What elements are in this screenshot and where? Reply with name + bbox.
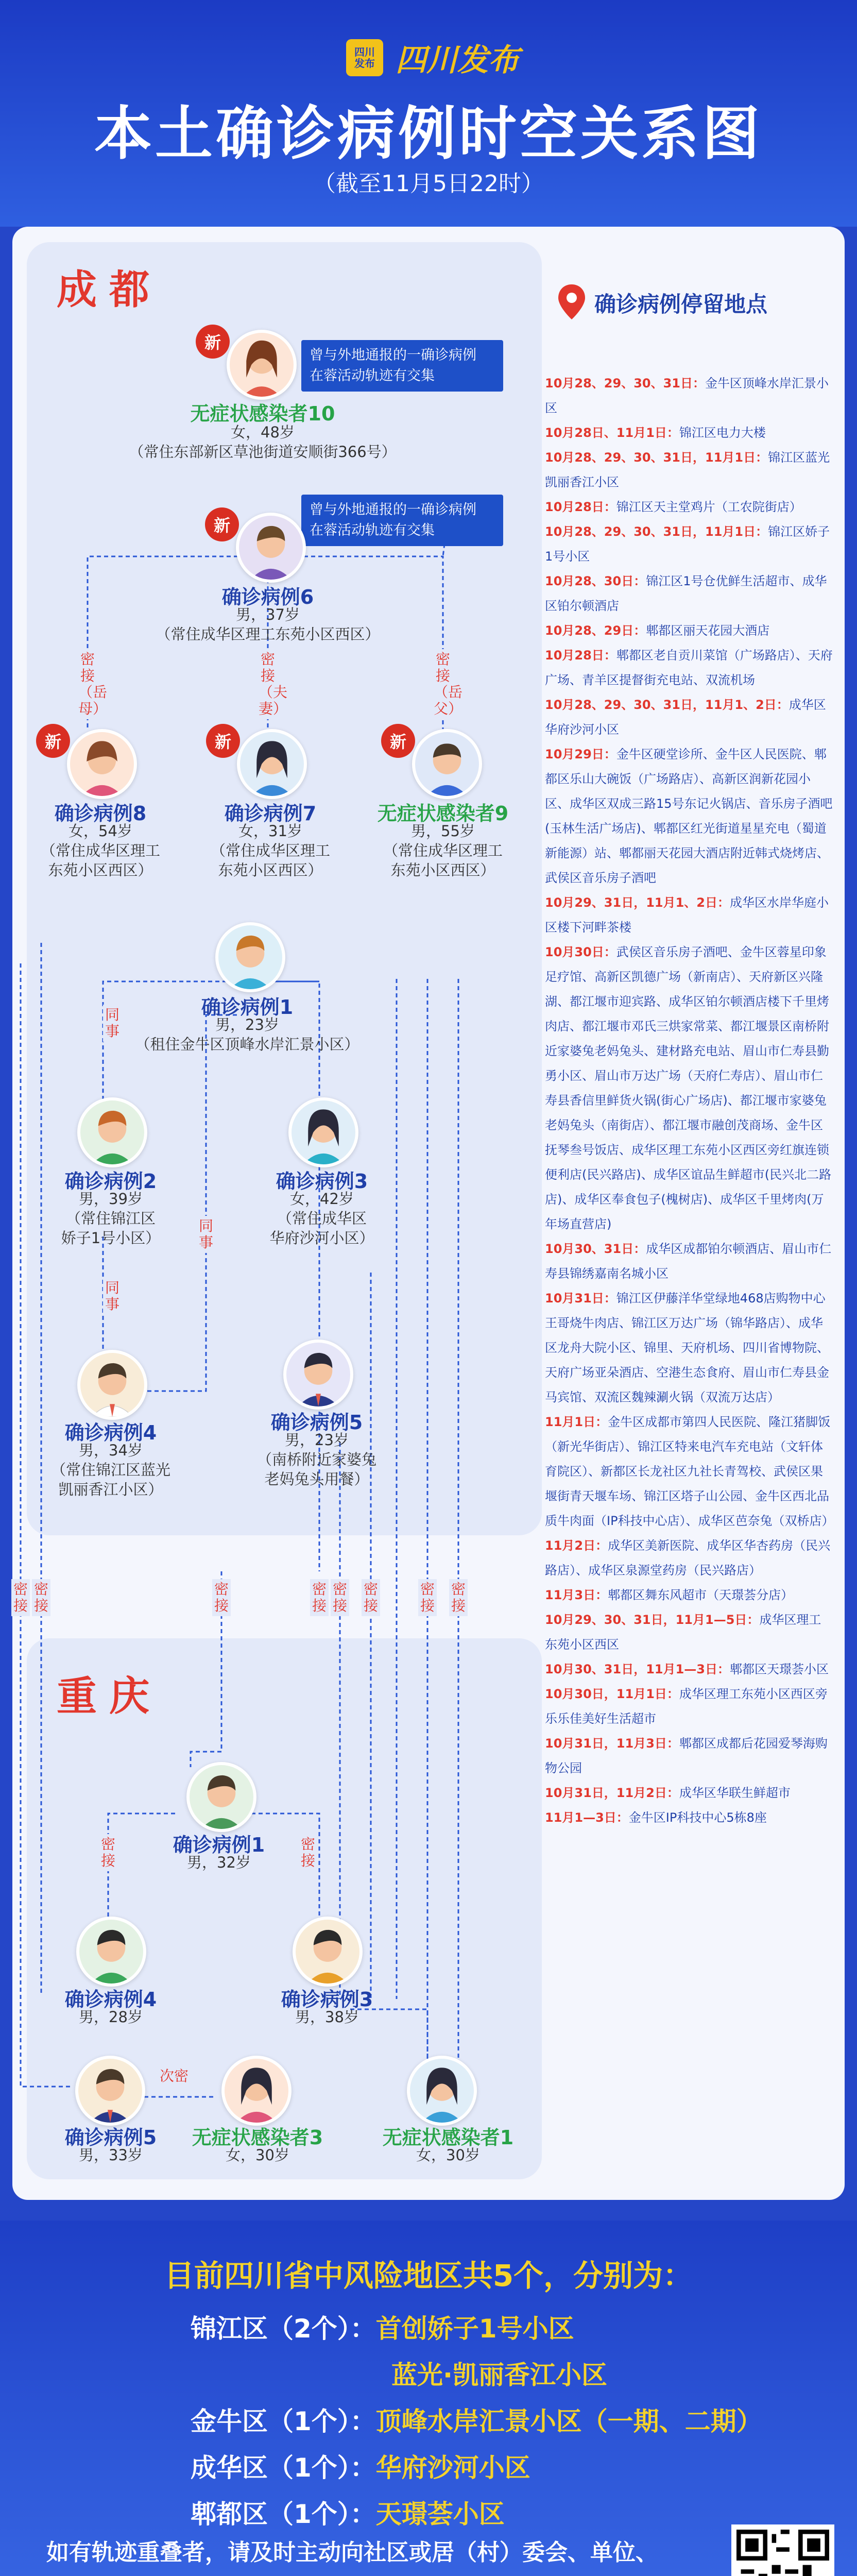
stop-item: [545, 1607, 833, 1657]
stop-place: 锦江区电力大楼: [679, 426, 766, 440]
stop-date: 10月30日：: [545, 945, 616, 959]
stop-date: 10月28日、11月1日：: [545, 426, 679, 440]
stop-date: 10月31日，11月3日：: [545, 1736, 679, 1751]
chengdu-c8-name: 确诊病例8: [54, 802, 147, 825]
stops-header: [556, 277, 834, 329]
relation-label: 同事: [103, 1278, 122, 1315]
cross-link-label: 密接: [11, 1579, 30, 1616]
stop-place: 锦江区天主堂鸡片（工农院街店）: [616, 500, 802, 514]
stop-place: 郫都区老自贡川菜馆（广场路店）、天府广场、青羊区提督街充电站、双流机场: [545, 648, 833, 687]
chengdu-c8-age: 女，54岁: [68, 822, 132, 840]
stop-place: 郫都区舞东风超市（天璟荟分店）: [608, 1588, 794, 1602]
stop-date: 10月28、29、30、31日，11月1日：: [545, 450, 768, 465]
relation-label: 密接: [99, 1834, 117, 1871]
chengdu-c5-name: 确诊病例5: [270, 1411, 363, 1434]
stop-date: 10月31日，11月2日：: [545, 1786, 679, 1800]
stop-place: 郫都区成都后花园爱琴海购物公园: [545, 1736, 828, 1775]
qr-code-icon[interactable]: [731, 2524, 834, 2576]
chengdu-c3-address: （常住成华区 华府沙河小区）: [269, 1210, 374, 1247]
cross-link-label: 密接: [212, 1579, 231, 1616]
chengdu-c4-age: 男，34岁: [79, 1442, 143, 1459]
relation-label: 密接（岳父）: [434, 649, 452, 719]
stop-item: [545, 742, 833, 890]
stop-item: [545, 940, 833, 1236]
chongqing-title: 重庆: [57, 1673, 162, 1720]
chengdu-c2-name: 确诊病例2: [64, 1170, 157, 1193]
chongqing-c1-age: 男，32岁: [187, 1854, 251, 1871]
chengdu-c4-name: 确诊病例4: [64, 1421, 157, 1444]
stop-place: 锦江区蓝光凯丽香江小区: [545, 450, 830, 489]
stop-date: 10月28日：: [545, 648, 616, 663]
stop-place: 锦江区娇子1号小区: [545, 524, 830, 564]
risk-district: 锦江区（2个）：: [191, 2314, 376, 2344]
chengdu-asym9-age: 男，55岁: [411, 822, 475, 840]
stop-date: 10月29、31日，11月1、2日：: [545, 895, 730, 910]
stop-place: 成华区华府沙河小区: [545, 698, 826, 737]
note-contact-asym10: 曾与外地通报的一确诊病例 在蓉活动轨迹有交集: [301, 340, 503, 392]
chongqing-c3-name: 确诊病例3: [281, 1988, 373, 2011]
stop-item: [545, 519, 833, 569]
stop-item: [545, 1731, 833, 1781]
stop-item: [545, 1682, 833, 1731]
stop-item: [545, 890, 833, 940]
stop-item: [545, 1236, 833, 1286]
stop-date: 10月28、29日：: [545, 623, 646, 638]
report-tip: 如有轨迹重叠者，请及时主动向社区或居（村）委会、单位、: [46, 2539, 658, 2566]
chongqing-c1-name: 确诊病例1: [173, 1834, 265, 1856]
chengdu-c1-name: 确诊病例1: [201, 996, 294, 1019]
stop-date: 10月28、29、30、31日：: [545, 376, 705, 391]
chengdu-c8-address: （常住成华区理工 东苑小区西区）: [40, 842, 160, 879]
stop-item: [545, 445, 833, 495]
stop-date: 10月28、29、30、31日，11月1日：: [545, 524, 768, 539]
stop-item: [545, 495, 833, 519]
new-badge: 新: [381, 724, 415, 758]
stop-place: 成华区成都铂尔顿酒店、眉山市仁寿县锦绣嘉南名城小区: [545, 1242, 832, 1281]
stop-date: 10月28、30日：: [545, 574, 646, 588]
new-badge: 新: [36, 724, 70, 758]
page-subtitle: （截至11月5日22时）: [313, 171, 544, 197]
chengdu-c3-age: 女，42岁: [290, 1190, 354, 1208]
avatar-male: [77, 1097, 147, 1167]
chengdu-asym9-name: 无症状感染者9: [377, 802, 509, 825]
location-pin-icon: [556, 283, 587, 323]
stop-date: 11月1日：: [545, 1415, 608, 1429]
brand-name: 四川发布: [396, 42, 519, 78]
chengdu-c6-address: （常住成华区理工东苑小区西区）: [156, 625, 380, 643]
cross-link-label: 密接: [32, 1579, 50, 1616]
chongqing-c4-name: 确诊病例4: [64, 1988, 157, 2011]
chongqing-asym3-age: 女，30岁: [226, 2146, 289, 2164]
stop-place: 郫都区丽天花园大酒店: [646, 623, 770, 638]
stop-place: 锦江区1号仓优鲜生活超市、成华区铂尔顿酒店: [545, 574, 827, 613]
risk-row: [191, 2447, 809, 2484]
stop-item: [545, 371, 833, 420]
chongqing-c4-age: 男，28岁: [79, 2008, 143, 2026]
risk-area: 首创娇子1号小区: [375, 2314, 574, 2344]
stop-place: 锦江区伊藤洋华堂绿地468店购物中心王哥烧牛肉店、锦江区万达广场（锦华路店）、成华区龙舟大院小区、锦里、天府机场、四川省博物院、天府广场亚朵酒店、空港生态食府、眉山市仁寿县金马宾馆、双流区魏辣涮火锅（双流万达店）: [545, 1291, 829, 1404]
risk-row: [191, 2401, 809, 2438]
chengdu-c5-address: （南桥附近家婆兔 老妈兔头用餐）: [256, 1451, 376, 1488]
avatar-male: [283, 1340, 353, 1410]
new-badge: 新: [206, 724, 240, 758]
risk-row: [191, 2494, 809, 2531]
stop-date: 10月30、31日：: [545, 1242, 646, 1256]
risk-area: 蓝光·凯丽香江小区: [391, 2360, 607, 2390]
stop-date: 10月30日，11月1日：: [545, 1687, 679, 1701]
avatar-male: [293, 1917, 363, 1987]
relation-label: 密接（岳母）: [78, 649, 97, 719]
stop-item: [545, 1533, 833, 1583]
cross-link-label: 密接: [449, 1579, 468, 1616]
new-badge: 新: [205, 507, 239, 541]
stop-date: 11月1—3日：: [545, 1810, 629, 1825]
line-cd-cq5-a: [21, 963, 72, 2087]
stop-place: 金牛区顶峰水岸汇景小区: [545, 376, 829, 415]
chongqing-asym3-name: 无症状感染者3: [192, 2126, 323, 2149]
risk-area: 华府沙河小区: [375, 2453, 530, 2483]
page-title: 本土确诊病例时空关系图: [94, 100, 763, 167]
stop-item: [545, 1657, 833, 1682]
risk-row: [191, 2308, 809, 2345]
relation-label: 同事: [103, 1005, 122, 1042]
stop-item: [545, 569, 833, 618]
chengdu-c4-address: （常住锦江区蓝光 凯丽香江小区）: [50, 1461, 170, 1498]
stop-date: 11月2日：: [545, 1538, 608, 1553]
stop-item: [545, 618, 833, 643]
relation-label: 次密: [160, 2066, 188, 2087]
cross-link-label: 密接: [418, 1579, 437, 1616]
avatar-male: [215, 922, 285, 992]
avatar-female: [407, 2056, 477, 2126]
stop-item: [545, 1781, 833, 1805]
avatar-male: [186, 1762, 256, 1832]
avatar-female: [237, 729, 307, 799]
avatar-male: [236, 513, 306, 583]
stop-item: [545, 643, 833, 692]
chengdu-c1-age: 男，23岁: [215, 1016, 279, 1033]
relation-label: 同事: [197, 1216, 215, 1253]
stop-date: 10月31日：: [545, 1291, 616, 1306]
chengdu-c6-age: 男，37岁: [236, 606, 300, 623]
note-contact-c6: 曾与外地通报的一确诊病例 在蓉活动轨迹有交集: [301, 495, 503, 546]
stop-place: 金牛区成都市第四人民医院、隆江猪脚饭（新光华街店）、锦江区特来电汽车充电站（文轩体育院区）、新都区长龙社区九社长青驾校、武侯区果堰街青天堰车场、锦江区塔子山公园、金牛区西北品质牛肉面（IP科技中心店）、成华区芭奈兔（双桥店）: [545, 1415, 834, 1528]
chengdu-c5-age: 男，23岁: [285, 1431, 349, 1449]
stop-item: [545, 1286, 833, 1410]
stop-place: 武侯区音乐房子酒吧、金牛区蓉星印象足疗馆、高新区凯德广场（新南店）、天府新区兴隆湖、都江堰市迎宾路、成华区铂尔顿酒店楼下千里烤肉店、都江堰市邓氏三烘家常菜、都江堰景区南桥附近家婆兔老妈兔头、建材路充电站、眉山市仁寿县勤勇小区、眉山市万达广场（天府仁寿店）、眉山市仁寿县香信里鲜货火锅(街心广场店)、都江堰市家婆兔老妈兔头（南街店）、都江堰市融创茂商场、金牛区抚琴叁号饭店、成华区理工东苑小区西区旁红旗连锁便利店(民兴路店)、成华区谊品生鲜超市(民兴北二路店)、成华区奉食包子(槐树店)、成华区千里烤肉(万年场直营店): [545, 945, 832, 1231]
avatar-female: [221, 2056, 292, 2126]
stop-item: [545, 1583, 833, 1607]
chongqing-asym1-name: 无症状感染者1: [382, 2126, 514, 2149]
chengdu-c3-name: 确诊病例3: [276, 1170, 368, 1193]
stop-place: 金牛区IP科技中心5栋8座: [628, 1810, 767, 1825]
stops-list: [545, 371, 833, 1830]
stop-item: [545, 1805, 833, 1830]
stop-place: 郫都区天璟荟小区: [730, 1662, 829, 1676]
chongqing-c3-age: 男，38岁: [295, 2008, 359, 2026]
risk-district: 成华区（1个）：: [191, 2453, 376, 2483]
avatar-male: [75, 2056, 145, 2126]
avatar-male: [76, 1917, 146, 1987]
relation-label: 密接（夫妻）: [259, 649, 277, 719]
chongqing-c5-name: 确诊病例5: [64, 2126, 157, 2149]
chengdu-title: 成都: [57, 267, 162, 313]
risk-area: 天璟荟小区: [375, 2499, 505, 2529]
stop-place: 成华区理工东苑小区西区: [545, 1613, 821, 1652]
risk-district: 郫都区（1个）：: [191, 2499, 376, 2529]
chengdu-c6-name: 确诊病例6: [221, 586, 314, 608]
avatar-female: [227, 330, 297, 400]
avatar-female: [288, 1097, 358, 1167]
chengdu-asym10-name: 无症状感染者10: [190, 402, 335, 425]
stop-date: 11月3日：: [545, 1588, 608, 1602]
chengdu-asym10-address: （常住东部新区草池街道安顺街366号）: [129, 443, 397, 461]
new-badge: 新: [196, 325, 230, 359]
avatar-male: [412, 729, 482, 799]
stop-place: 成华区理工东苑小区西区旁乐乐佳美好生活超市: [545, 1687, 828, 1726]
brand-logo: 四川 发布: [346, 39, 383, 76]
risk-area-title: 目前四川省中风险地区共5个，分别为：: [164, 2258, 693, 2293]
risk-district: 金牛区（1个）：: [191, 2406, 376, 2436]
chengdu-c1-address: （租住金牛区顶峰水岸汇景小区）: [135, 1036, 359, 1053]
chengdu-c2-address: （常住锦江区 娇子1号小区）: [61, 1210, 161, 1247]
stop-item: [545, 692, 833, 742]
chengdu-asym10-age: 女，48岁: [231, 423, 295, 441]
stop-date: 10月30、31日，11月1—3日：: [545, 1662, 730, 1676]
stop-place: 金牛区硬堂诊所、金牛区人民医院、郫都区乐山大碗饭（广场路店）、高新区润新花园小区、成华区双成三路15号东记火锅店、音乐房子酒吧(玉林生活广场店)、郫都区红光街道星星充电（蜀道新能源）站、郫都丽天花园大酒店附近韩式烧烤店、武侯区音乐房子酒吧: [545, 747, 833, 885]
chengdu-c7-name: 确诊病例7: [224, 802, 317, 825]
chengdu-c7-age: 女，31岁: [238, 822, 302, 840]
stop-place: 成华区华联生鲜超市: [679, 1786, 791, 1800]
stop-place: 成华区美新医院、成华区华杏药房（民兴路店）、成华区泉源堂药房（民兴路店）: [545, 1538, 831, 1578]
avatar-male: [77, 1350, 147, 1420]
stop-date: 10月28日：: [545, 500, 616, 514]
risk-area: 顶峰水岸汇景小区（一期、二期）: [375, 2406, 762, 2436]
stop-date: 10月29、30、31日，11月1—5日：: [545, 1613, 760, 1627]
stop-item: [545, 1410, 833, 1533]
chongqing-asym1-age: 女，30岁: [416, 2146, 480, 2164]
chengdu-c7-address: （常住成华区理工 东苑小区西区）: [210, 842, 330, 879]
risk-row: [391, 2354, 857, 2392]
cross-link-label: 密接: [331, 1579, 349, 1616]
stops-title: 确诊病例停留地点: [594, 292, 768, 317]
stop-item: [545, 420, 833, 445]
chengdu-asym9-address: （常住成华区理工 东苑小区西区）: [383, 842, 503, 879]
chengdu-c2-age: 男，39岁: [79, 1190, 143, 1208]
relation-label: 密接: [299, 1834, 317, 1871]
cross-link-label: 密接: [310, 1579, 329, 1616]
stop-date: 10月28、29、30、31日，11月1、2日：: [545, 698, 789, 712]
stop-place: 成华区水岸华庭小区楼下河畔茶楼: [545, 895, 829, 935]
chongqing-c5-age: 男，33岁: [79, 2146, 143, 2164]
avatar-female: [67, 729, 137, 799]
cross-link-label: 密接: [362, 1579, 380, 1616]
stop-date: 10月29日：: [545, 747, 616, 761]
